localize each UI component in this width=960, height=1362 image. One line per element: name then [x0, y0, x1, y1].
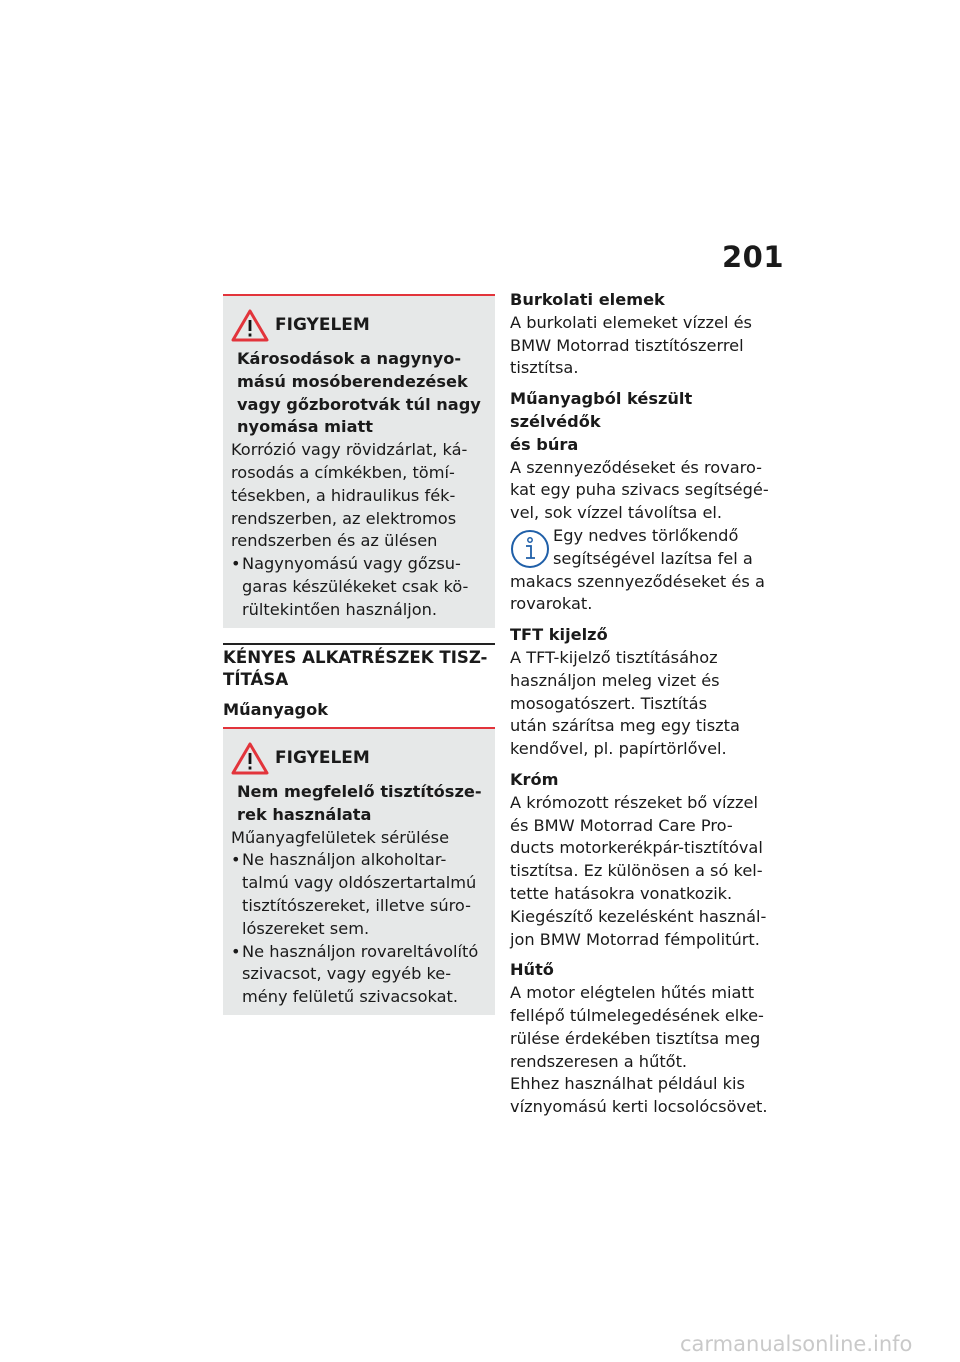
- warning-text: Műanyagfelületek sérülése: [231, 827, 450, 847]
- warning-header: [231, 308, 487, 342]
- page-number: 201: [722, 240, 785, 274]
- warning-bullet: • Ne használjon alkoholtar- talmú vagy oldószertartalmú tisztítószereket, illetve súro- lószereket sem.: [231, 849, 487, 940]
- warning-triangle-icon: [231, 741, 269, 775]
- info-note: [510, 525, 782, 616]
- section-heading: Hűtő: [510, 960, 554, 980]
- subheading: Műanyagok: [223, 700, 329, 720]
- info-icon: [510, 529, 550, 569]
- warning-title: Nem megfelelő tisztítósze- rek használata: [237, 781, 482, 824]
- paragraph: A krómozott részeket bő vízzel és BMW Motorrad Care Pro- ducts motorkerékpár-tisztítóval tisztítsa. Ez különösen a só kel- tette hatásokra vonatkozik. Kiegészítő kezelésként használ- jon BMW Motorrad fémpolitúrt.: [510, 792, 767, 949]
- info-text: makacs szennyeződéseket és a rovarokat.: [510, 571, 765, 614]
- section-heading: KÉNYES ALKATRÉSZEK TISZ- TÍTÁSA: [223, 643, 495, 693]
- warning-box: [223, 727, 495, 1015]
- warning-header: [231, 741, 487, 775]
- paragraph: A TFT-kijelző tisztításához használjon meleg vizet és mosogatószert. Tisztítás után szárítsa meg egy tiszta kendővel, pl. papírtörlővel.: [510, 647, 740, 759]
- warning-label: FIGYELEM: [275, 747, 370, 768]
- right-column: [510, 289, 782, 1119]
- warning-box: [223, 294, 495, 628]
- warning-triangle-icon: [231, 308, 269, 342]
- paragraph: A burkolati elemeket vízzel és BMW Motorrad tisztítószerrel tisztítsa.: [510, 312, 752, 378]
- section-heading: TFT kijelző: [510, 625, 608, 645]
- info-text: Egy nedves törlőkendő segítségével lazítsa fel a: [553, 525, 753, 568]
- section-heading: Króm: [510, 769, 559, 789]
- section-heading: Műanyagból készült szélvédők és búra: [510, 389, 693, 454]
- section-heading: Burkolati elemek: [510, 290, 665, 309]
- left-column: [223, 294, 495, 1015]
- warning-bullet: • Ne használjon rovareltávolító szivacsot, vagy egyéb ke- mény felületű szivacsokat.: [231, 941, 487, 1009]
- paragraph: A szennyeződéseket és rovaro- kat egy puha szivacs segítségé- vel, sok vízzel távolítsa el.: [510, 457, 769, 523]
- warning-text: Korrózió vagy rövidzárlat, ká- rosodás a címkékben, tömí- tésekben, a hidraulikus fék- rendszerben, az elektromos rendszerben és az ülésen: [231, 440, 468, 551]
- warning-title: Károsodások a nagynyo- mású mosóberendezések vagy gőzborotvák túl nagy nyomása miatt: [237, 349, 481, 437]
- paragraph: A motor elégtelen hűtés miatt fellépő túlmelegedésének elke- rülése érdekében tisztítsa meg rendszeresen a hűtőt. Ehhez használhat például kis víznyomású kerti locsolócsövet.: [510, 983, 768, 1117]
- warning-bullet: • Nagynyomású vagy gőzsu- garas készülékeket csak kö- rültekintően használjon.: [231, 553, 487, 621]
- warning-label: FIGYELEM: [275, 314, 370, 335]
- watermark: carmanualsonline.info: [680, 1332, 913, 1356]
